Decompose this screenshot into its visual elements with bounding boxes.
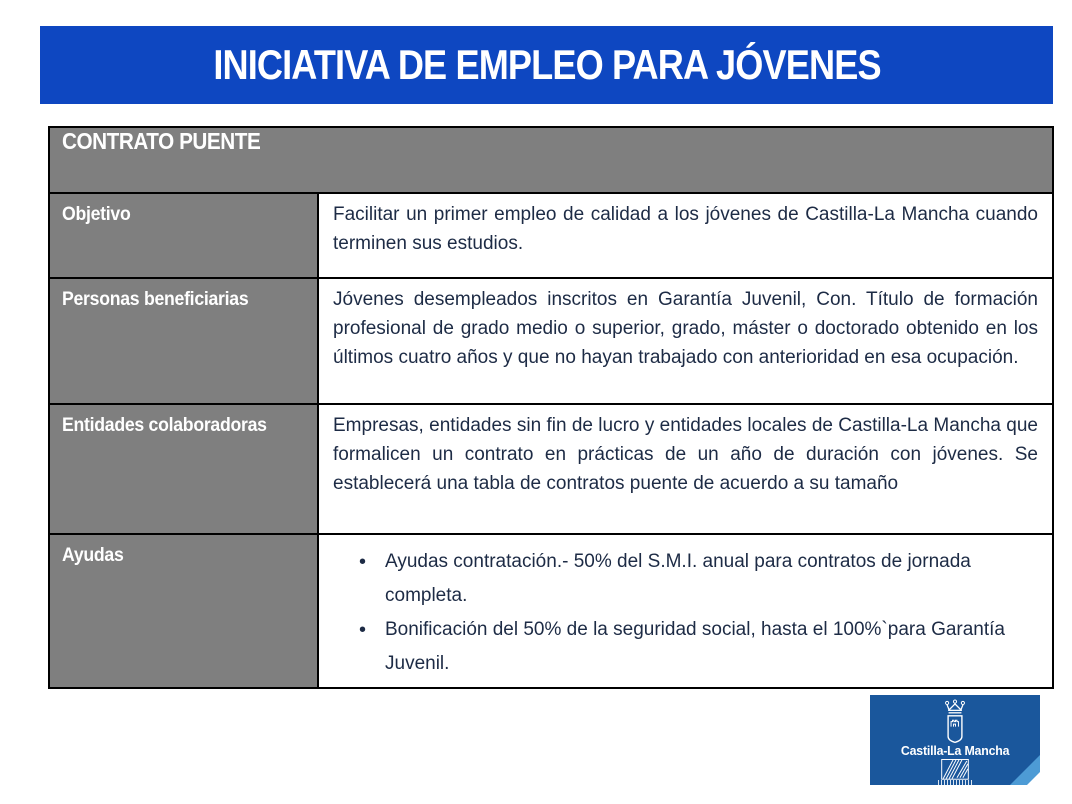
bullet-item: • Ayudas contratación.- 50% del S.M.I. anual para contratos de jornada completa. [333, 545, 1038, 613]
row-content-personas [318, 278, 1053, 404]
table-title: CONTRATO PUENTE [62, 128, 261, 154]
page-fold-corner [1027, 772, 1040, 785]
bullet-item: • Bonificación del 50% de la seguridad social, hasta el 100%`para Garantía Juvenil. [333, 613, 1038, 681]
row-content-entidades [318, 404, 1053, 534]
bullet-list [333, 545, 1038, 681]
row-label-text: Objetivo [62, 204, 131, 225]
crown-shield-icon [936, 699, 974, 744]
row-label-text: Ayudas [62, 545, 124, 566]
contrato-puente-table [48, 126, 1054, 689]
quixote-hatch-icon [941, 759, 969, 780]
title-banner [40, 26, 1053, 104]
table-row [49, 278, 1053, 404]
row-content-ayudas [318, 534, 1053, 688]
table-row [49, 404, 1053, 534]
row-label-ayudas [49, 534, 318, 688]
row-paragraph: Facilitar un primer empleo de calidad a los jóvenes de Castilla-La Mancha cuando terminen sus estudios. [333, 204, 1038, 254]
row-label-personas [49, 278, 318, 404]
row-content-objetivo [318, 193, 1053, 278]
row-paragraph: Empresas, entidades sin fin de lucro y entidades locales de Castilla-La Mancha que formalicen un contrato en prácticas de un año de duración con jóvenes. Se establecerá una tabla de contratos puente de acuerdo a su tamaño [333, 415, 1038, 494]
row-label-entidades [49, 404, 318, 534]
page-title: INICIATIVA DE EMPLEO PARA JÓVENES [212, 41, 881, 88]
row-label-text: Personas beneficiarias [62, 289, 249, 310]
logo-wordmark: Castilla-La Mancha [900, 743, 1010, 759]
table-header-row [49, 127, 1053, 193]
table-row [49, 193, 1053, 278]
castilla-la-mancha-logo [870, 695, 1040, 785]
row-label-text: Entidades colaboradoras [62, 415, 267, 436]
table-row [49, 534, 1053, 688]
table-title-cell [49, 127, 1053, 193]
row-paragraph: Jóvenes desempleados inscritos en Garantía Juvenil, Con. Título de formación profesional de grado medio o superior, grado, máster o doctorado obtenido en los últimos cuatro años y que no hayan trabajado con anterioridad en esa ocupación. [333, 289, 1038, 368]
row-label-objetivo [49, 193, 318, 278]
logo-smallprint-decoration [938, 780, 972, 785]
